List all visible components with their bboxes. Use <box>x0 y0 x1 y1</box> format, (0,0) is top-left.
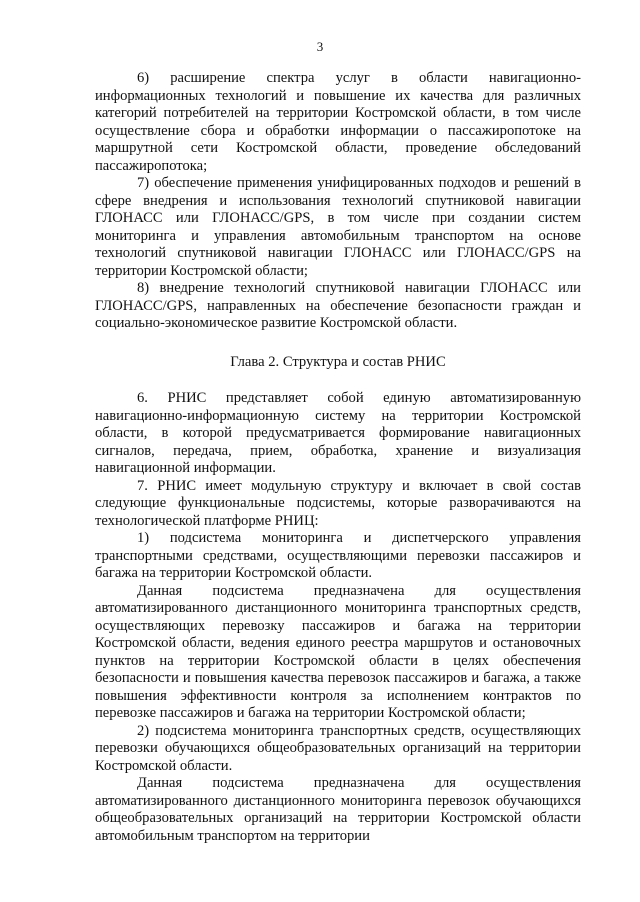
paragraph-subsystem-2-purpose: Данная подсистема предназначена для осуществления автоматизированного дистанционного мониторинга перевозок обучающихся общеобразовательных организаций на территории Костромской области автомобильным транспортом на территории <box>95 775 581 844</box>
paragraph-subsystem-2: 2) подсистема мониторинга транспортных средств, осуществляющих перевозки обучающихся общеобразовательных организаций на территории Костромской области. <box>95 722 581 774</box>
page-number: 3 <box>316 39 324 54</box>
paragraph-item-6-services: 6) расширение спектра услуг в области навигационно-информационных технологий и повышение их качества для различных категорий потребителей на территории Костромской области, в том числе осуществление сбора и обработки информации о пассажиропотоке на маршрутной сети Костромской области, проведение обследований пассажиропотока; <box>95 70 581 174</box>
paragraph-subsystem-1: 1) подсистема мониторинга и диспетчерского управления транспортными средствами, осуществляющими перевозки пассажиров и багажа на территории Костромской области. <box>95 530 581 581</box>
paragraph-clause-6-rnis-definition: 6. РНИС представляет собой единую автоматизированную навигационно-информационную систему на территории Костромской области, в которой предусматривается формирование навигационных сигналов, передача, прием, обработка, хранение и визуализация навигационной информации. <box>95 390 581 476</box>
paragraph-item-8-glonass-safety: 8) внедрение технологий спутниковой навигации ГЛОНАСС или ГЛОНАСС/GPS, направленных на обеспечение безопасности граждан и социально-экономическое развитие Костромской области. <box>95 280 581 331</box>
paragraph-item-7-glonass-approaches: 7) обеспечение применения унифицированных подходов и решений в сфере внедрения и использования технологий спутниковой навигации ГЛОНАСС или ГЛОНАСС/GPS, в том числе при создании систем мониторинга и управления автомобильным транспортом на основе технологий спутниковой навигации ГЛОНАСС или ГЛОНАСС/GPS на территории Костромской области; <box>95 175 581 279</box>
paragraph-subsystem-1-purpose: Данная подсистема предназначена для осуществления автоматизированного дистанционного мониторинга транспортных средств, осуществляющих перевозку пассажиров и багажа на территории Костромской области, ведения единого реестра маршрутов и остановочных пунктов на территории Костромской области в целях обеспечения безопасности и повышения качества перевозок пассажиров и багажа, а также повышения эффективности контроля за исполнением контрактов по перевозке пассажиров и багажа на территории Костромской области; <box>95 582 581 721</box>
document-body <box>95 70 581 845</box>
paragraph-clause-7-rnis-structure: 7. РНИС имеет модульную структуру и включает в свой состав следующие функциональные подсистемы, которые разворачиваются на технологической платформе РНИЦ: <box>95 477 581 529</box>
chapter-heading: Глава 2. Структура и состав РНИС <box>230 353 446 370</box>
